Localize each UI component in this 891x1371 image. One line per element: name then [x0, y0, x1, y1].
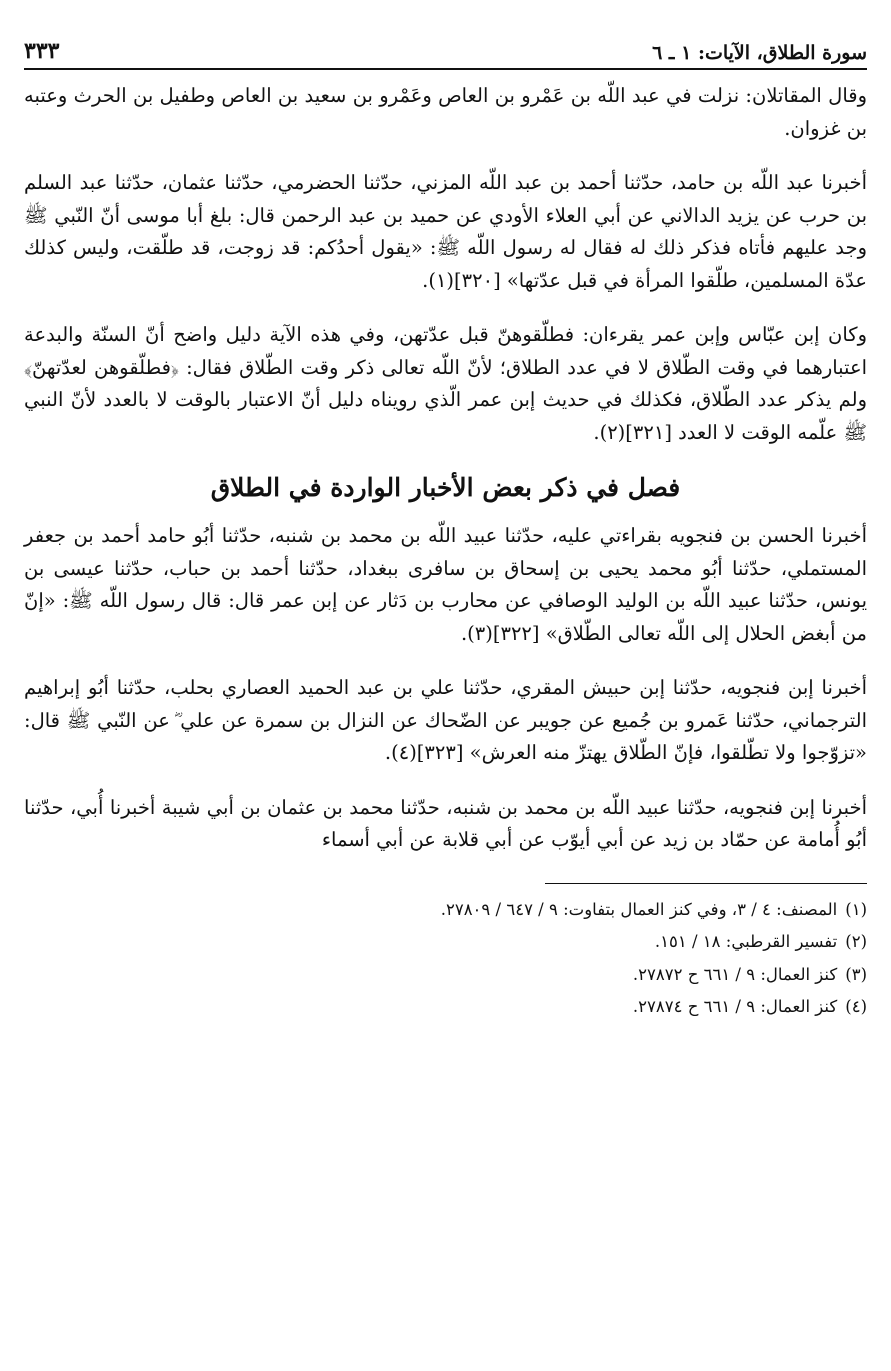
footnote-mark: (٣): [845, 964, 867, 984]
section-paragraph-2: أخبرنا إبن فنجويه، حدّثنا إبن حبيش المقري، حدّثنا علي بن عبد الحميد العصاري بحلب، حدّثنا أبُو إبراهيم الترجماني، حدّثنا عَمرو بن جُميع عن جويبر عن الضّحاك عن النزال بن سمرة عن علي ؓ عن النّبي ﷺ قال: «تزوّجوا ولا تطّلقوا، فإنّ الطّلاق يهتزّ منه العرش» [٣٢٣](٤).: [24, 676, 867, 764]
footnote-1: [24, 894, 867, 927]
paragraph-3: وكان إبن عبّاس وإبن عمر يقرءان: فطلّقوهنّ قبل عدّتهن، وفي هذه الآية دليل واضح أنّ السنّة والبدعة اعتبارهما في وقت الطّلاق لا في عدد الطلاق؛ لأنّ اللّه تعالى ذكر وقت الطّلاق فقال: ﴿فطلّقوهن لعدّتهنّ﴾ ولم يذكر عدد الطّلاق، فكذلك في حديث إبن عمر الّذي رويناه دليل أنّ الاعتبار بالوقت لا بالعدد لأنّ النبي ﷺ علّمه الوقت لا العدد [٣٢١](٢).: [24, 323, 867, 444]
header-rule: [24, 68, 867, 70]
section-paragraph-3: أخبرنا إبن فنجويه، حدّثنا عبيد اللّه بن محمد بن شنبه، حدّثنا محمد بن عثمان بن أبي شيبة أخبرنا أُبي، حدّثنا أبُو أُمامة عن حمّاد بن زيد عن أبي أيوّب عن أبي قلابة عن أبي أسماء: [24, 795, 867, 851]
footnote-text: تفسير القرطبي: ١٨ / ١٥١.: [654, 932, 838, 951]
footnote-3: [24, 959, 867, 992]
section-paragraph-1: أخبرنا الحسن بن فنجويه بقراءتي عليه، حدّثنا عبيد اللّه بن محمد بن شنبه، حدّثنا أبُو حامد أحمد بن جعفر المستملي، حدّثنا أبُو محمد يحيى بن إسحاق بن سافرى ببغداد، حدّثنا أحمد بن حباب، حدّثنا عيسى بن يونس، حدّثنا عبيد اللّه بن الوليد الوصافي عن محارب بن دَثار عن إبن عمر قال: قال رسول اللّه ﷺ: «إنّ من أبغض الحلال إلى اللّه تعالى الطّلاق» [٣٢٢](٣).: [24, 524, 867, 645]
footnote-mark: (٢): [845, 932, 867, 951]
footnote-text: كنز العمال: ٩ / ٦٦١ ح ٢٧٨٧٢.: [632, 964, 838, 984]
footnotes: [24, 894, 867, 1024]
footnote-mark: (١): [845, 899, 867, 919]
footnote-2: [24, 926, 867, 959]
running-title: سورة الطلاق، الآيات: ١ ـ ٦: [652, 42, 867, 64]
footnote-4: [24, 991, 867, 1024]
paragraph-2: أخبرنا عبد اللّه بن حامد، حدّثنا أحمد بن عبد اللّه المزني، حدّثنا الحضرمي، حدّثنا عثمان، حدّثنا عبد السلم بن حرب عن يزيد الدالاني عن أبي العلاء الأودي عن حميد بن عبد الرحمن قال: بلغ أبا موسى أنّ النّبي ﷺ وجد عليهم فأتاه فذكر ذلك له فقال له رسول اللّه ﷺ: «يقول أحدُكم: قد زوجت، قد طلّقت، وليس كذلك عدّة المسلمين، طلّقوا المرأة في قبل عدّتها» [٣٢٠](١).: [24, 171, 867, 292]
footnote-text: المصنف: ٤ / ٣، وفي كنز العمال بتفاوت: ٩ / ٦٤٧ / ٢٧٨٠٩.: [440, 899, 838, 919]
footnote-rule: [545, 883, 867, 884]
page-number: ٣٣٣: [24, 38, 60, 64]
running-head: [24, 28, 867, 64]
section-heading: فصل في ذكر بعض الأخبار الواردة في الطلاق: [210, 473, 681, 502]
paragraph-1: وقال المقاتلان: نزلت في عبد اللّه بن عَمْرو بن العاص وعَمْرو بن سعيد بن العاص وطفيل بن الحرث وعتبه بن غزوان.: [24, 84, 867, 140]
footnote-mark: (٤): [845, 997, 867, 1016]
footnote-text: كنز العمال: ٩ / ٦٦١ ح ٢٧٨٧٤.: [632, 997, 838, 1016]
